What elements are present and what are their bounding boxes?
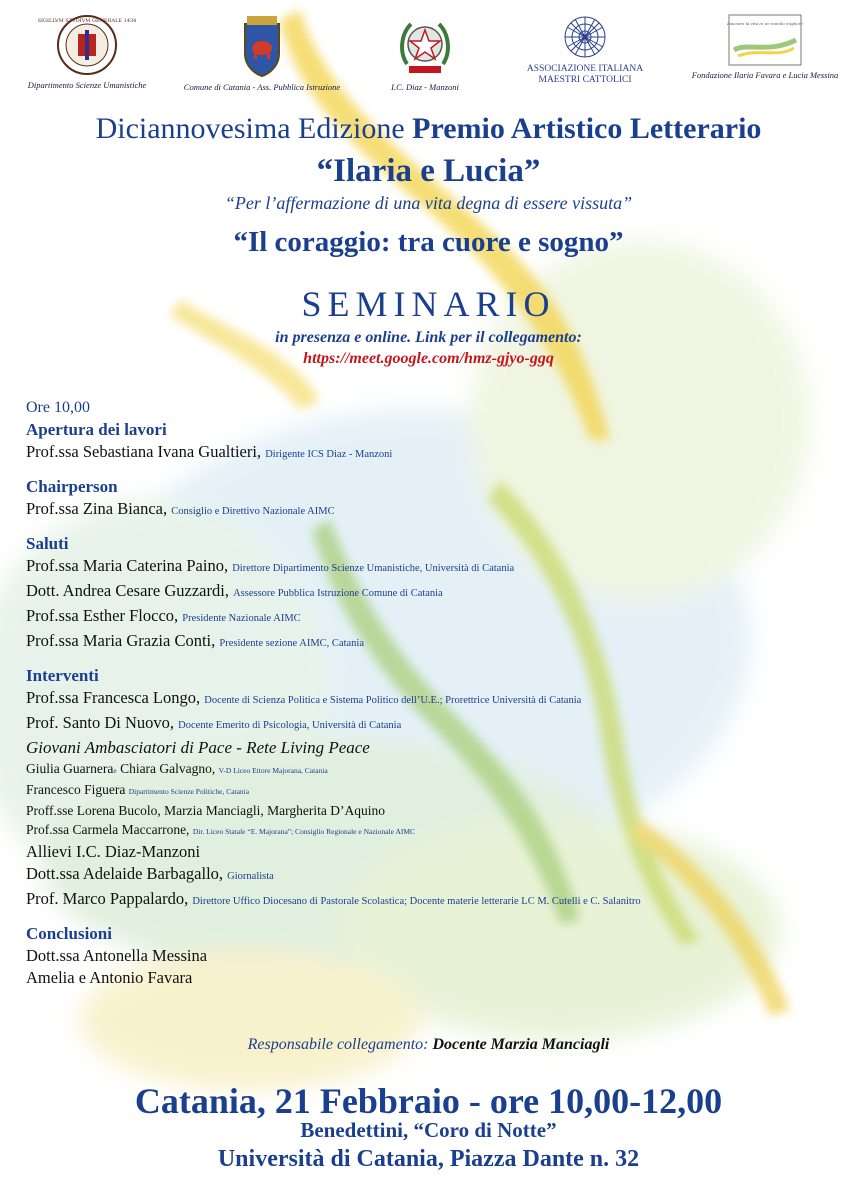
speaker-name: Prof.ssa Maria Grazia Conti,	[26, 631, 216, 650]
event-date: Catania, 21 Febbraio - ore 10,00-12,00	[134, 1081, 723, 1121]
event-venue: Benedettini, “Coro di Notte”	[300, 1118, 557, 1142]
edition-title	[0, 112, 857, 146]
conjunction: e	[113, 766, 117, 775]
prize-theme: “Il coraggio: tra cuore e sogno”	[233, 226, 624, 258]
speaker-role: Dirigente ICS Diaz - Manzoni	[265, 449, 393, 460]
responsabile-name: Docente Marzia Manciagli	[432, 1036, 610, 1053]
speaker-name: Prof.ssa Sebastiana Ivana Gualtieri,	[26, 442, 262, 461]
aimc-logo-icon	[562, 14, 608, 60]
speaker-name: Giulia Guarnera	[26, 761, 114, 776]
speaker-name: Prof. Marco Pappalardo,	[26, 889, 189, 908]
speaker-role: Presidente Nazionale AIMC	[182, 613, 301, 624]
speaker-role: Docente Emerito di Psicologia, Università di Catania	[178, 720, 402, 731]
talk-item	[26, 888, 846, 913]
edition-prefix: Diciannovesima Edizione	[95, 112, 405, 145]
catania-logo	[182, 14, 342, 92]
catania-crest-icon	[239, 14, 285, 78]
talk-item	[26, 863, 846, 888]
school-logo	[370, 14, 480, 92]
seal-text: SIGILLVM STVDIVM GENERALE 1434	[37, 18, 137, 24]
chair-title: Chairperson	[26, 477, 118, 496]
greetings-title: Saluti	[26, 534, 69, 553]
speaker-role: Direttore Uffico Diocesano di Pastorale Scolastica; Docente materie letterarie LC M. Cutelli e C. Salanitro	[192, 896, 641, 907]
talk-item: Allievi I.C. Diaz-Manzoni	[26, 842, 201, 861]
aimc-logo	[520, 14, 650, 86]
catania-caption: Comune di Catania - Ass. Pubblica Istruzione	[183, 82, 341, 92]
seminar-mode: in presenza e online. Link per il collegamento:	[275, 329, 582, 346]
speaker-role: Consiglio e Direttivo Nazionale AIMC	[171, 506, 335, 517]
event-address: Università di Catania, Piazza Dante n. 32	[217, 1146, 640, 1172]
greeting-item	[26, 555, 846, 580]
speaker-name: Prof. Santo Di Nuovo,	[26, 713, 175, 732]
prize-motto: “Per l’affermazione di una vita degna di essere vissuta”	[224, 193, 633, 213]
conclusions-title: Conclusioni	[26, 924, 112, 943]
talk-item	[26, 687, 846, 712]
speaker-name: Prof.ssa Francesca Longo,	[26, 688, 201, 707]
meeting-link[interactable]: https://meet.google.com/hmz-gjyo-ggq	[303, 350, 554, 367]
university-logo	[22, 14, 152, 90]
conclusion-item: Amelia e Antonio Favara	[26, 968, 193, 987]
speaker-role: Presidente sezione AIMC, Catania	[219, 638, 365, 649]
opening-title: Apertura dei lavori	[26, 420, 167, 439]
chair-speaker	[26, 498, 846, 523]
seminar-title: SEMINARIO	[301, 284, 556, 324]
italian-republic-emblem-icon	[395, 14, 455, 78]
responsabile-line	[0, 1036, 857, 1054]
talk-item: Proff.sse Lorena Bucolo, Marzia Manciagli, Margherita D’Aquino	[26, 803, 386, 818]
greeting-item	[26, 580, 846, 605]
speaker-name: Prof.ssa Esther Flocco,	[26, 606, 179, 625]
conclusion-item: Dott.ssa Antonella Messina	[26, 946, 208, 965]
talk-item	[26, 712, 846, 737]
school-caption: I.C. Diaz - Manzoni	[391, 82, 459, 92]
talk-item	[26, 820, 846, 841]
speaker-name: Chiara Galvagno,	[120, 761, 216, 776]
talk-item	[26, 759, 846, 780]
speaker-name: Prof.ssa Maria Caterina Paino,	[26, 556, 229, 575]
speaker-name: Prof.ssa Zina Bianca,	[26, 499, 168, 518]
greeting-item	[26, 605, 846, 630]
speaker-role: Direttore Dipartimento Scienze Umanistiche, Università di Catania	[232, 563, 515, 574]
speaker-name: Prof.ssa Carmela Maccarrone,	[26, 822, 190, 837]
speaker-name: Francesco Figuera	[26, 782, 126, 797]
speaker-name: Dott. Andrea Cesare Guzzardi,	[26, 581, 229, 600]
speaker-role: V-D Liceo Ettore Majorana, Catania	[218, 766, 328, 775]
speaker-role: Giornalista	[227, 871, 274, 882]
prize-title-name: “Ilaria e Lucia”	[316, 153, 541, 189]
speaker-role: Assessore Pubblica Istruzione Comune di Catania	[233, 588, 443, 599]
talk-item	[26, 780, 846, 801]
logos-row	[0, 14, 857, 104]
opening-speaker	[26, 441, 846, 466]
foundation-card-icon	[728, 14, 802, 66]
foundation-caption: Fondazione Ilaria Favara e Lucia Messina	[691, 70, 839, 80]
speaker-role: Dir. Liceo Statale “E. Majorana”; Consiglio Regionale e Nazionale AIMC	[192, 827, 416, 836]
university-seal-icon	[37, 14, 137, 76]
prize-name: Premio Artistico Letterario	[412, 112, 762, 145]
speaker-name: Dott.ssa Adelaide Barbagallo,	[26, 864, 224, 883]
start-time: Ore 10,00	[26, 399, 90, 416]
aimc-caption	[520, 64, 650, 86]
greeting-item	[26, 630, 846, 655]
university-caption: Dipartimento Scienze Umanistiche	[27, 80, 147, 90]
speaker-role: Dipartimento Scienze Politiche, Catania	[128, 787, 250, 796]
aimc-caption-line1: ASSOCIAZIONE ITALIANA	[526, 64, 644, 74]
foundation-logo	[680, 14, 850, 80]
speaker-role: Docente di Scienza Politica e Sistema Politico dell’U.E.; Prorettrice Università di Catania	[204, 695, 582, 706]
ambassadors-heading: Giovani Ambasciatori di Pace - Rete Living Peace	[26, 738, 370, 757]
aimc-caption-line2: MAESTRI CATTOLICI	[538, 75, 632, 85]
program	[26, 397, 846, 989]
responsabile-label: Responsabile collegamento:	[247, 1036, 429, 1053]
foundation-card-text: Lasciare la vita in un mondo migliore	[727, 21, 803, 26]
talks-title: Interventi	[26, 666, 99, 685]
